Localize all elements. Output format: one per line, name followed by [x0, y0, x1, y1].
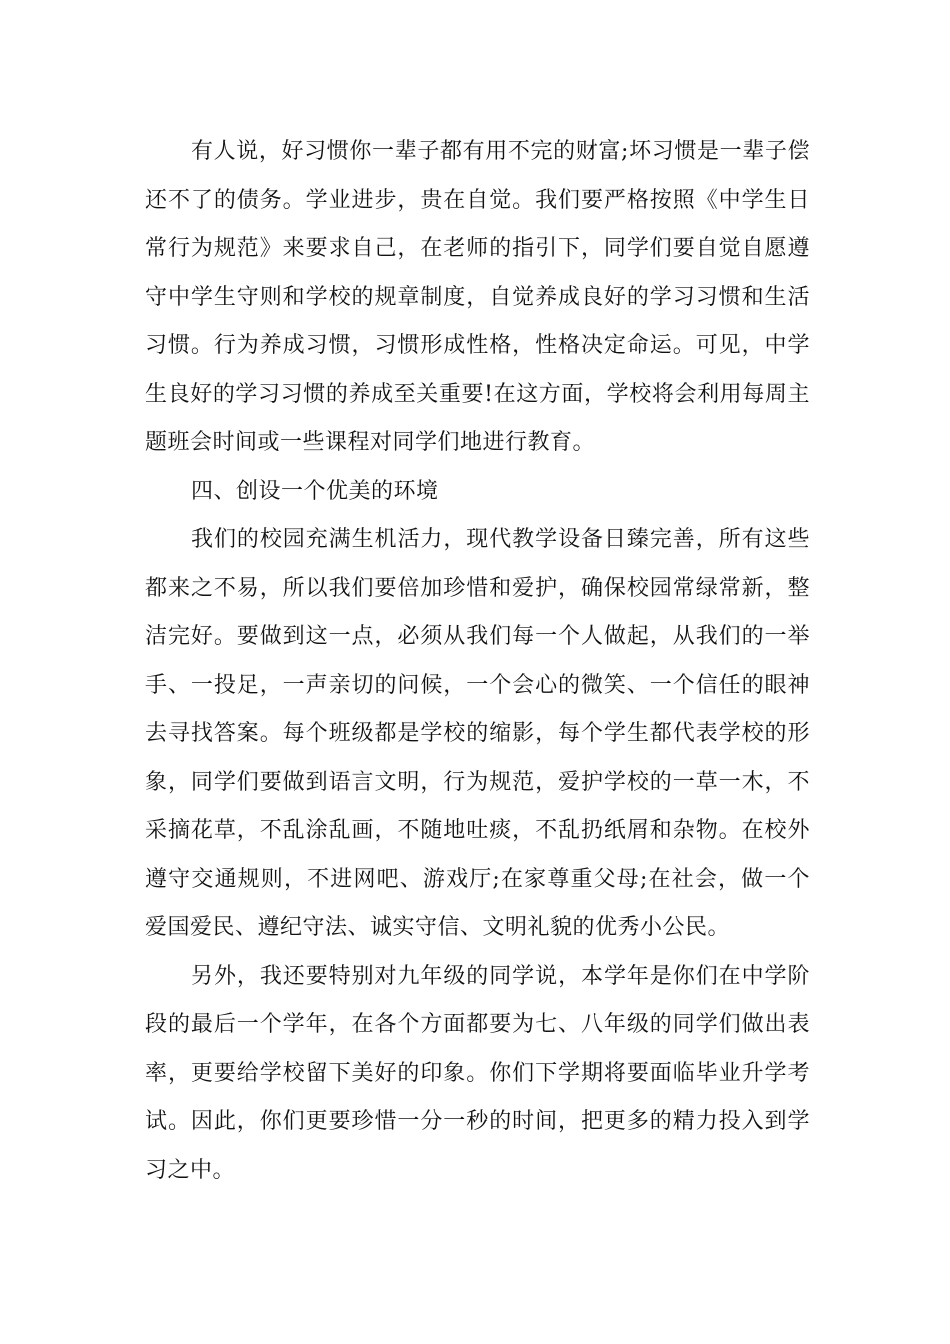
paragraph-campus: 我们的校园充满生机活力，现代教学设备日臻完善，所有这些都来之不易，所以我们要倍加珍惜和爱护，确保校园常绿常新，整洁完好。要做到这一点，必须从我们每一个人做起，从我们的一举手、一投足，一声亲切的问候，一个会心的微笑、一个信任的眼神去寻找答案。每个班级都是学校的缩影，每个学生都代表学校的形象，同学们要做到语言文明，行为规范，爱护学校的一草一木，不采摘花草，不乱涂乱画，不随地吐痰，不乱扔纸屑和杂物。在校外遵守交通规则，不进网吧、游戏厅;在家尊重父母;在社会，做一个爱国爱民、遵纪守法、诚实守信、文明礼貌的优秀小公民。: [145, 527, 810, 940]
document-page: [145, 128, 810, 1195]
section-heading-environment: 四、创设一个优美的环境: [191, 478, 439, 504]
paragraph-habits: 有人说，好习惯你一辈子都有用不完的财富;坏习惯是一辈子偿还不了的债务。学业进步，贵在自觉。我们要严格按照《中学生日常行为规范》来要求自己，在老师的指引下，同学们要自觉自愿遵守中学生守则和学校的规章制度，自觉养成良好的学习习惯和生活习惯。行为养成习惯，习惯形成性格，性格决定命运。可见，中学生良好的学习习惯的养成至关重要!在这方面，学校将会利用每周主题班会时间或一些课程对同学们地进行教育。: [145, 139, 810, 455]
paragraph-grade-nine: 另外，我还要特别对九年级的同学说，本学年是你们在中学阶段的最后一个学年，在各个方面都要为七、八年级的同学们做出表率，更要给学校留下美好的印象。你们下学期将要面临毕业升学考试。因此，你们更要珍惜一分一秒的时间，把更多的精力投入到学习之中。: [145, 963, 810, 1183]
